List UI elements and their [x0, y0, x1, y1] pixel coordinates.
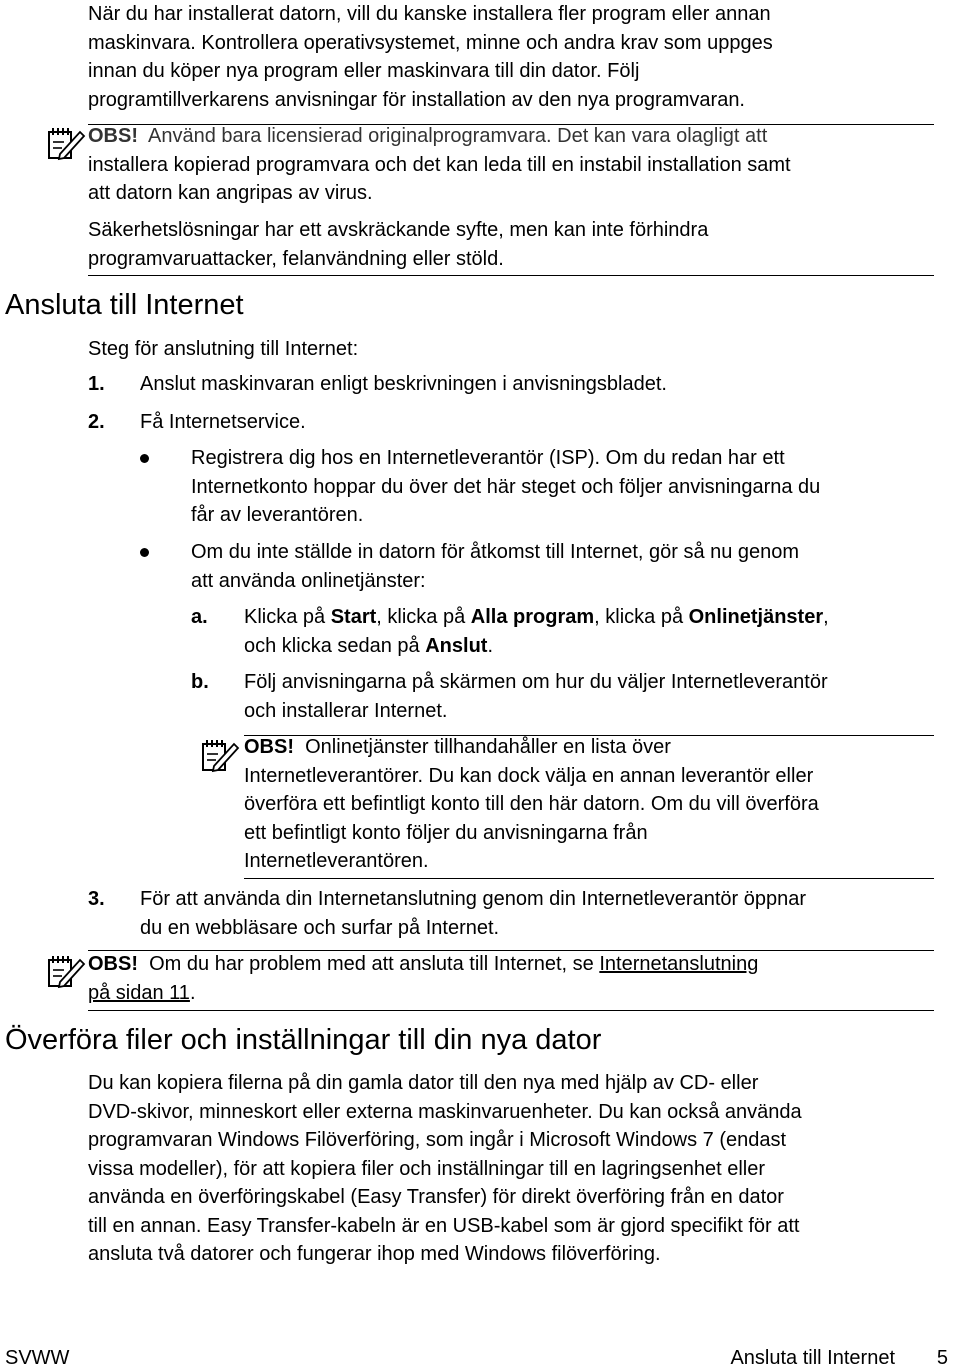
- transfer-line-2: DVD-skivor, minneskort eller externa maskinvaruenheter. Du kan också använda: [88, 1100, 802, 1123]
- sub-a-line-1: [244, 603, 829, 632]
- note2-line-3: överföra ett befintligt konto till den här datorn. Om du vill överföra: [244, 793, 819, 815]
- transfer-line-7: ansluta två datorer och fungerar ihop med Windows filöverföring.: [88, 1243, 661, 1265]
- bullet1-line-2: Internetkonto hoppar du över det här steget och följer anvisningarna du: [191, 475, 821, 498]
- sub-a-text: och klicka sedan på: [244, 634, 426, 657]
- note2-line-2: Internetleverantörer. Du kan dock välja en annan leverantör eller: [244, 764, 814, 787]
- note2-line1-text: Onlinetjänster tillhandahåller en lista över: [305, 736, 671, 758]
- note-bottom-rule: [244, 878, 934, 879]
- footer-left: SVWW: [5, 1347, 70, 1369]
- transfer-line-1: Du kan kopiera filerna på din gamla dator till den nya med hjälp av CD- eller: [88, 1072, 759, 1094]
- step-2-number: 2.: [88, 411, 105, 433]
- online-services-label: Onlinetjänster: [688, 606, 824, 628]
- sub-a-text: Klicka på: [244, 606, 331, 628]
- note3-label: OBS!: [88, 953, 138, 975]
- note1-para2-line-1: Säkerhetslösningar har ett avskräckande syfte, men kan inte förhindra: [88, 219, 709, 241]
- sub-b-number: b.: [191, 671, 209, 693]
- transfer-line-4: vissa modeller), för att kopiera filer och inställningar till en lagringsenhet eller: [88, 1157, 765, 1180]
- bullet1-line-3: får av leverantören.: [191, 504, 364, 526]
- footer-section: Ansluta till Internet: [730, 1347, 895, 1369]
- intro-line-4: programtillverkarens anvisningar för installation av den nya programvaran.: [88, 88, 745, 111]
- bullet2-line-2: att använda onlinetjänster:: [191, 569, 426, 592]
- bullet1-line-1: Registrera dig hos en Internetleverantör (ISP). Om du redan har ett: [191, 447, 785, 469]
- sub-b-line-2: och installerar Internet.: [244, 699, 448, 722]
- transfer-line-3: programvaran Windows Filöverföring, som ingår i Microsoft Windows 7 (endast: [88, 1129, 787, 1151]
- section-title-internet: Ansluta till Internet: [5, 289, 244, 321]
- note2-label: OBS!: [244, 736, 294, 758]
- note1-line-1: [88, 122, 767, 151]
- sub-a-line-2: [244, 632, 493, 661]
- intro-line-1: När du har installerat datorn, vill du kanske installera fler program eller annan: [88, 3, 771, 25]
- step-2-text: Få Internetservice.: [140, 411, 306, 433]
- section-title-transfer: Överföra filer och inställningar till din nya dator: [5, 1024, 602, 1056]
- note-bottom-rule: [88, 275, 934, 276]
- sub-a-text: , klicka på: [594, 606, 689, 628]
- note3-line-1: [88, 950, 758, 979]
- note2-line-1: [244, 733, 671, 762]
- note1-label: OBS!: [88, 125, 138, 147]
- step-3-line-2: du en webbläsare och surfar på Internet.: [140, 916, 500, 939]
- note-bottom-rule: [88, 1010, 934, 1011]
- sub-a-number: a.: [191, 606, 208, 628]
- step-3-line-1: För att använda din Internetanslutning genom din Internetleverantör öppnar: [140, 888, 806, 910]
- bullet-dot: [140, 548, 149, 557]
- note2-line-5: Internetleverantören.: [244, 850, 429, 872]
- page-number: 5: [936, 1347, 948, 1369]
- note2-line-4: ett befintligt konto följer du anvisningarna från: [244, 821, 648, 844]
- connect-label: Anslut: [425, 634, 488, 657]
- sub-a-text: , klicka på: [376, 606, 471, 628]
- note1-line1-text: Använd bara licensierad originalprogramvara. Det kan vara olagligt att: [148, 125, 768, 147]
- sub-b-line-1: Följ anvisningarna på skärmen om hur du väljer Internetleverantör: [244, 671, 828, 693]
- step-3-number: 3.: [88, 888, 105, 910]
- intro-line-2: maskinvara. Kontrollera operativsystemet, minne och andra krav som uppges: [88, 31, 773, 54]
- page-11-link[interactable]: på sidan 11: [88, 981, 190, 1004]
- all-programs-label: Alla program: [470, 606, 595, 628]
- sub-a-text: ,: [823, 606, 829, 628]
- note-pencil-icon: [200, 736, 240, 776]
- step-1-text: Anslut maskinvaran enligt beskrivningen i anvisningsbladet.: [140, 373, 667, 395]
- transfer-line-6: till en annan. Easy Transfer-kabeln är en USB-kabel som är gjord specifikt för att: [88, 1214, 800, 1237]
- transfer-line-5: använda en överföringskabel (Easy Transfer) för direkt överföring från en dator: [88, 1186, 784, 1208]
- note1-line-3: att datorn kan angripas av virus.: [88, 182, 373, 204]
- note-pencil-icon: [46, 952, 86, 992]
- steps-lead: Steg för anslutning till Internet:: [88, 338, 359, 360]
- bullet2-line-1: Om du inte ställde in datorn för åtkomst till Internet, gör så nu genom: [191, 541, 800, 563]
- note1-line-2: installera kopierad programvara och det kan leda till en instabil installation samt: [88, 153, 791, 176]
- sub-a-text: .: [487, 634, 494, 657]
- step-1-number: 1.: [88, 373, 105, 395]
- internet-connection-link[interactable]: Internetanslutning: [599, 953, 759, 975]
- note3-text: Om du har problem med att ansluta till Internet, se: [149, 953, 600, 975]
- note-pencil-icon: [46, 124, 86, 164]
- note3-end: .: [189, 981, 196, 1004]
- bullet-dot: [140, 454, 149, 463]
- note1-para2-line-2: programvaruattacker, felanvändning eller stöld.: [88, 247, 504, 270]
- start-menu-label: Start: [330, 606, 377, 628]
- note3-line-2: [88, 979, 196, 1008]
- intro-line-3: innan du köper nya program eller maskinvara till din dator. Följ: [88, 60, 640, 82]
